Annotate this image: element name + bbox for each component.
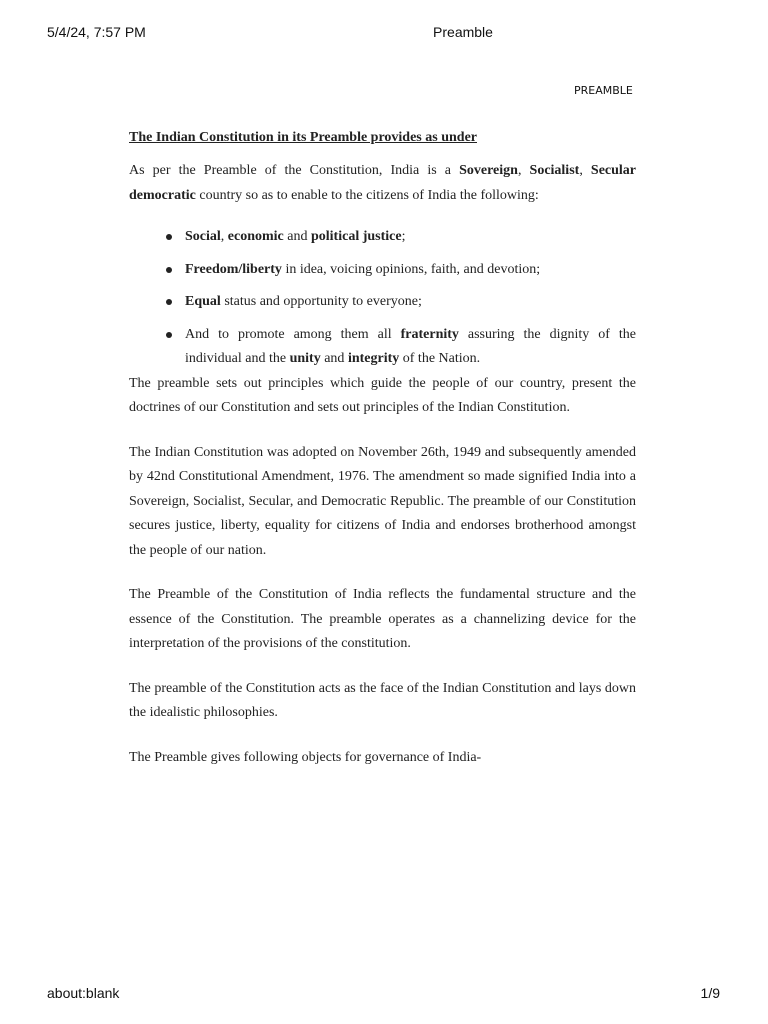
bullet-text: ; xyxy=(401,229,406,244)
list-item xyxy=(129,258,636,283)
bullet-strong: Social xyxy=(185,229,221,244)
intro-sep: , xyxy=(579,163,591,178)
bullet-strong: Freedom/liberty xyxy=(185,261,282,277)
running-head: PREAMBLE xyxy=(574,84,633,97)
intro-paragraph xyxy=(129,159,636,208)
bullet-dot-icon xyxy=(166,234,172,240)
objectives-list xyxy=(129,225,636,372)
bullet-dot-icon xyxy=(166,267,172,273)
body-paragraph: The Indian Constitution was adopted on November 26th, 1949 and subsequently amended by 42nd Constitutional Amendment, 1976. The amendment so made signified India into a Sovereign, Socialist, Secular, and Democratic Republic. The preamble of our Constitution secures justice, liberty, equality for citizens of India and endorses brotherhood amongst the people of our nation. xyxy=(129,444,636,558)
body-paragraph: The Preamble gives following objects for governance of India- xyxy=(129,749,482,765)
bullet-text: assuring the dignity of the individual and the xyxy=(185,326,637,366)
bullet-text: of the Nation. xyxy=(399,351,481,366)
intro-secular-democratic: Secular democratic xyxy=(129,163,637,203)
print-page-title: Preamble xyxy=(433,24,493,40)
bullet-strong: political justice xyxy=(310,229,402,244)
intro-socialist: Socialist xyxy=(529,163,580,178)
intro-sep: , xyxy=(517,163,530,178)
bullet-text: , xyxy=(220,229,228,244)
document-body xyxy=(129,128,636,770)
list-item xyxy=(129,290,636,315)
print-url: about:blank xyxy=(47,985,120,1001)
page-number: 1/9 xyxy=(700,985,720,1001)
bullet-dot-icon xyxy=(166,332,172,338)
bullet-strong: unity xyxy=(289,351,321,366)
intro-sovereign: Sovereign xyxy=(459,163,518,178)
bullet-strong: economic xyxy=(227,229,284,244)
bullet-text: and xyxy=(283,229,311,244)
bullet-text: status and opportunity to everyone; xyxy=(220,294,422,309)
bullet-strong: integrity xyxy=(347,351,400,366)
bullet-strong: fraternity xyxy=(400,326,459,342)
bullet-text: And to promote among them all xyxy=(185,326,401,342)
bullet-text: and xyxy=(320,351,348,366)
document-heading: The Indian Constitution in its Preamble provides as under xyxy=(129,130,477,145)
body-paragraph: The Preamble of the Constitution of India reflects the fundamental structure and the essence of the Constitution. The preamble operates as a channelizing device for the interpretation of the provisions of the constitution. xyxy=(129,587,636,651)
intro-text-end: country so as to enable to the citizens of India the following: xyxy=(195,187,539,203)
list-item xyxy=(129,323,636,372)
body-paragraph: The preamble sets out principles which guide the people of our country, present the doctrines of our Constitution and sets out principles of the Indian Constitution. xyxy=(129,375,636,415)
intro-text: As per the Preamble of the Constitution, India is a xyxy=(129,163,460,178)
bullet-text: in idea, voicing opinions, faith, and devotion; xyxy=(281,261,541,277)
list-item xyxy=(129,225,636,250)
print-date-time: 5/4/24, 7:57 PM xyxy=(47,24,146,40)
bullet-strong: Equal xyxy=(185,294,221,309)
bullet-dot-icon xyxy=(166,299,172,305)
body-paragraph: The preamble of the Constitution acts as the face of the Indian Constitution and lays down the idealistic philosophies. xyxy=(129,680,636,720)
